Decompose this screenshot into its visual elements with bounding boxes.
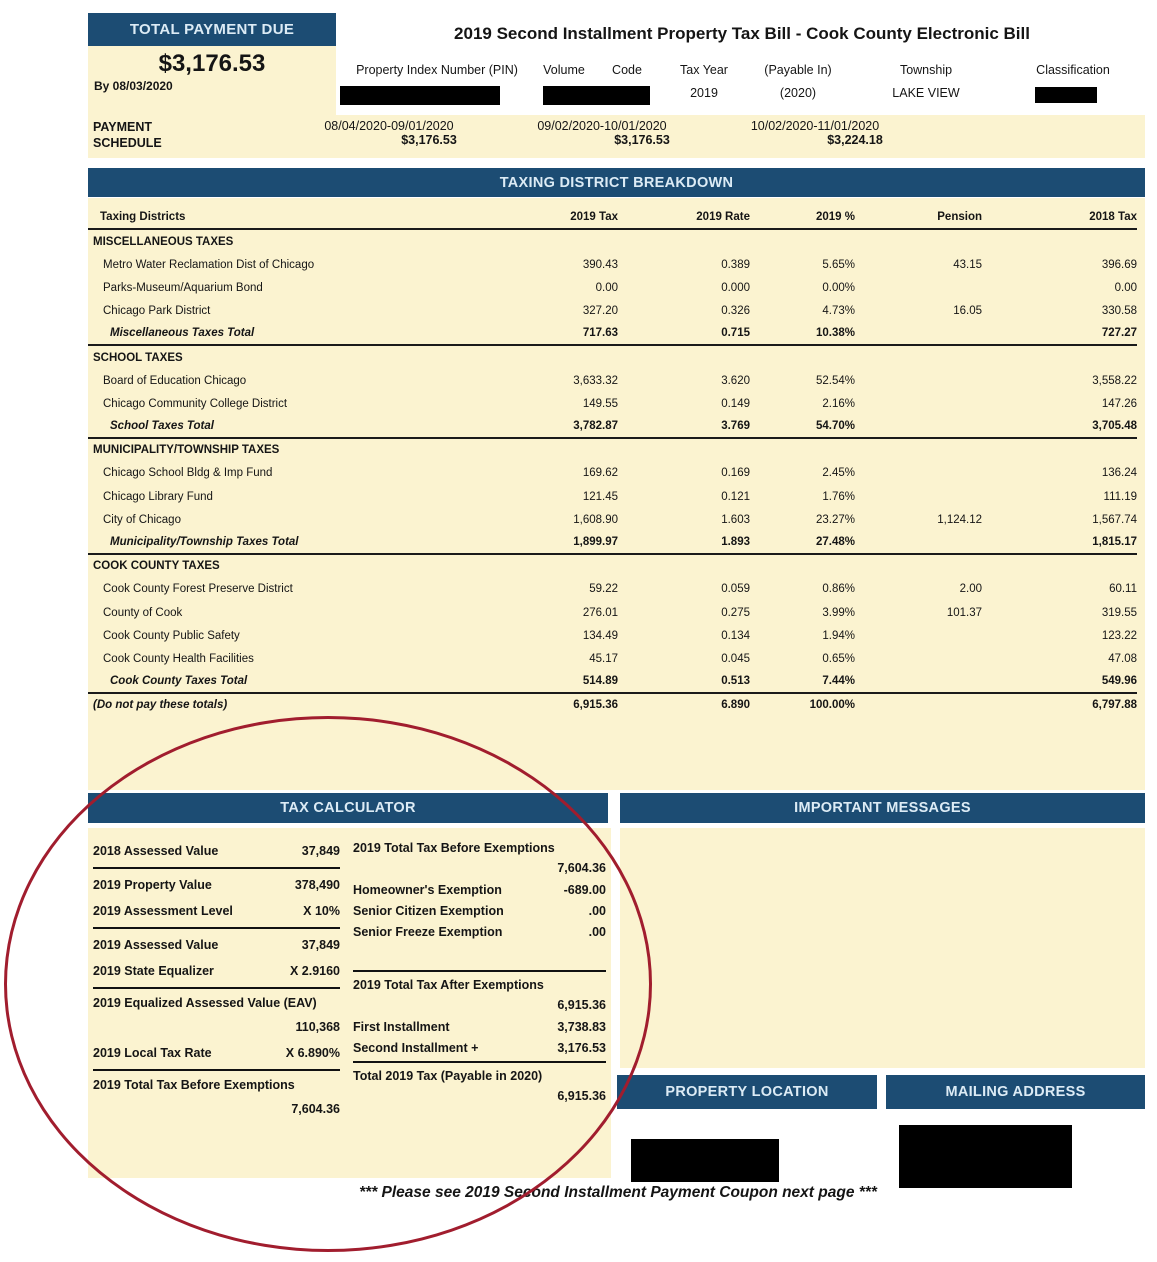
value-cell: 100.00%	[809, 699, 855, 712]
calc-value: X 10%	[303, 904, 340, 918]
value-cell: 52.54%	[815, 374, 855, 387]
district-name-cell: Metro Water Reclamation Dist of Chicago	[103, 258, 315, 271]
township-value: LAKE VIEW	[892, 86, 960, 100]
code-label: Code	[612, 63, 642, 77]
calc-row	[353, 1016, 606, 1037]
schedule-period	[725, 119, 905, 147]
value-cell: 2019 Tax	[570, 210, 618, 223]
redacted-volume-code-value	[543, 86, 650, 105]
breakdown-row	[88, 671, 1137, 694]
value-cell: 1,608.90	[573, 513, 618, 526]
value-cell: 276.01	[582, 606, 618, 619]
redacted-classification-value	[1035, 87, 1097, 103]
redacted-pin-value	[340, 86, 500, 105]
district-name-cell: MUNICIPALITY/TOWNSHIP TAXES	[93, 444, 280, 457]
breakdown-row	[88, 531, 1137, 554]
tax-calculator-body	[88, 828, 611, 1178]
tax-year-label: Tax Year	[680, 63, 728, 77]
value-cell: 0.513	[721, 675, 750, 688]
calc-value: 7,604.36	[557, 861, 606, 875]
value-cell: 0.00	[1114, 281, 1137, 294]
schedule-dates: 08/04/2020-09/01/2020	[324, 119, 454, 133]
calc-rule	[93, 867, 340, 869]
calc-value: X 6.890%	[285, 1046, 340, 1060]
calculator-right-column	[353, 838, 606, 1107]
calc-label: Senior Citizen Exemption	[353, 903, 504, 918]
breakdown-section-header: TAXING DISTRICT BREAKDOWN	[88, 168, 1145, 197]
value-cell: 319.55	[1101, 606, 1137, 619]
calc-label: 2019 Total Tax Before Exemptions	[93, 1078, 295, 1092]
district-name-cell: Cook County Forest Preserve District	[103, 583, 293, 596]
value-cell: 111.19	[1103, 490, 1137, 503]
value-cell: 47.08	[1108, 652, 1137, 665]
total-payment-due-date: By 08/03/2020	[94, 79, 173, 93]
calc-value: -689.00	[563, 882, 606, 897]
value-cell: 5.65%	[822, 258, 855, 271]
calc-label: 2019 Local Tax Rate	[93, 1046, 212, 1060]
value-cell: 149.55	[582, 397, 618, 410]
value-cell: 0.86%	[822, 583, 855, 596]
redacted-mailing-address	[899, 1125, 1072, 1188]
value-cell: 549.96	[1101, 675, 1137, 688]
district-name-cell: Chicago School Bldg & Imp Fund	[103, 467, 273, 480]
total-payment-due-amount: $3,176.53	[158, 50, 266, 77]
calc-value: 6,915.36	[557, 1089, 606, 1103]
breakdown-row	[88, 416, 1137, 439]
value-cell: Pension	[937, 210, 982, 223]
breakdown-row	[88, 485, 1137, 508]
value-cell: 0.059	[721, 583, 750, 596]
total-payment-due-header: TOTAL PAYMENT DUE	[88, 13, 336, 46]
calc-value: .00	[588, 924, 606, 939]
calculator-left-column	[93, 838, 340, 1122]
value-cell: 2019 Rate	[696, 210, 750, 223]
value-cell: 27.48%	[815, 536, 855, 549]
value-cell: 2.45%	[822, 467, 855, 480]
calc-row	[353, 921, 606, 942]
breakdown-row	[88, 300, 1137, 323]
calc-label: Second Installment +	[353, 1040, 479, 1055]
classification-label: Classification	[1036, 63, 1110, 77]
district-name-cell: Board of Education Chicago	[103, 374, 247, 387]
schedule-period	[512, 119, 692, 147]
calc-label: 2019 Total Tax Before Exemptions	[353, 840, 555, 855]
district-name-cell: SCHOOL TAXES	[93, 351, 183, 364]
value-cell: 327.20	[582, 305, 618, 318]
schedule-amount: $3,224.18	[827, 133, 883, 147]
breakdown-row	[88, 439, 1137, 462]
value-cell: 45.17	[589, 652, 618, 665]
calc-label: First Installment	[353, 1019, 450, 1034]
value-cell: 1,567.74	[1092, 513, 1137, 526]
district-name-cell: Parks-Museum/Aquarium Bond	[103, 281, 263, 294]
breakdown-row	[88, 555, 1137, 578]
calc-row	[93, 898, 340, 924]
value-cell: 4.73%	[822, 305, 855, 318]
breakdown-row	[88, 647, 1137, 670]
calc-rule	[353, 1061, 606, 1063]
calc-row	[93, 1040, 340, 1066]
breakdown-row	[88, 508, 1137, 531]
calc-row	[93, 872, 340, 898]
breakdown-row	[88, 694, 1137, 717]
district-name-cell: Chicago Community College District	[103, 397, 288, 410]
calc-value: 110,368	[295, 1020, 340, 1034]
calc-value: 37,849	[301, 844, 340, 858]
calc-label: Total 2019 Tax (Payable in 2020)	[353, 1068, 543, 1083]
district-name-cell: MISCELLANEOUS TAXES	[93, 235, 234, 248]
value-cell: 0.65%	[822, 652, 855, 665]
value-cell: 330.58	[1101, 305, 1137, 318]
district-name-cell: Cook County Health Facilities	[103, 652, 254, 665]
tax-calculator-header: TAX CALCULATOR	[88, 793, 608, 823]
value-cell: 43.15	[953, 258, 982, 271]
important-messages-header: IMPORTANT MESSAGES	[620, 793, 1145, 823]
breakdown-row	[88, 392, 1137, 415]
calc-label: 2018 Assessed Value	[93, 844, 219, 858]
value-cell: 1.893	[721, 536, 750, 549]
value-cell: 60.11	[1109, 583, 1137, 596]
calc-label: 2019 Equalized Assessed Value (EAV)	[93, 996, 317, 1010]
calc-value: .00	[588, 903, 606, 918]
value-cell: 121.45	[582, 490, 618, 503]
value-cell: 6,797.88	[1092, 699, 1137, 712]
value-cell: 3,705.48	[1092, 420, 1137, 433]
breakdown-row	[88, 369, 1137, 392]
value-cell: 2.16%	[822, 397, 855, 410]
value-cell: 2019 %	[815, 210, 855, 223]
schedule-amount: $3,176.53	[401, 133, 457, 147]
volume-label: Volume	[543, 63, 585, 77]
value-cell: 0.000	[721, 281, 750, 294]
value-cell: 7.44%	[822, 675, 855, 688]
calc-row	[93, 958, 340, 984]
calc-row	[93, 932, 340, 958]
value-cell: 0.00%	[822, 281, 855, 294]
calc-rule	[93, 927, 340, 929]
value-cell: 23.27%	[815, 513, 855, 526]
value-cell: 101.37	[946, 606, 982, 619]
schedule-dates: 09/02/2020-10/01/2020	[537, 119, 667, 133]
breakdown-row	[88, 205, 1137, 230]
mailing-address-header: MAILING ADDRESS	[886, 1075, 1145, 1109]
value-cell: 3,782.87	[573, 420, 618, 433]
value-cell: 3.620	[721, 374, 750, 387]
payment-schedule-label	[93, 119, 162, 151]
coupon-note: *** Please see 2019 Second Installment Payment Coupon next page ***	[359, 1184, 877, 1201]
district-name-cell: City of Chicago	[103, 513, 181, 526]
district-name-cell: (Do not pay these totals)	[93, 699, 228, 712]
payment-schedule-label-line2: SCHEDULE	[93, 136, 162, 150]
district-name-cell: Cook County Taxes Total	[110, 675, 248, 688]
value-cell: 0.00	[595, 281, 618, 294]
district-name-cell: COOK COUNTY TAXES	[93, 560, 220, 573]
district-name-cell: School Taxes Total	[110, 420, 214, 433]
breakdown-row	[88, 624, 1137, 647]
value-cell: 0.134	[721, 629, 750, 642]
calc-value: 3,176.53	[557, 1040, 606, 1055]
payable-in-label: (Payable In)	[764, 63, 832, 77]
calc-rule	[353, 970, 606, 972]
breakdown-row	[88, 323, 1137, 346]
calc-row	[353, 879, 606, 900]
total-payment-due-box	[88, 46, 336, 115]
breakdown-row	[88, 276, 1137, 299]
district-name-cell: Cook County Public Safety	[103, 629, 240, 642]
value-cell: 1.94%	[822, 629, 855, 642]
value-cell: 390.43	[582, 258, 618, 271]
calc-rule	[93, 1069, 340, 1071]
district-name-cell: Chicago Library Fund	[103, 490, 213, 503]
calc-value: X 2.9160	[289, 964, 340, 978]
calc-value: 378,490	[294, 878, 340, 892]
payable-in-value: (2020)	[779, 86, 817, 100]
breakdown-row	[88, 462, 1137, 485]
schedule-amount: $3,176.53	[614, 133, 670, 147]
calc-label: 2019 State Equalizer	[93, 964, 214, 978]
calc-value: 6,915.36	[557, 998, 606, 1012]
calc-value: 3,738.83	[557, 1019, 606, 1034]
district-name-cell: Chicago Park District	[103, 305, 211, 318]
calc-label: 2019 Total Tax After Exemptions	[353, 977, 544, 992]
breakdown-row	[88, 346, 1137, 369]
value-cell: 717.63	[582, 327, 618, 340]
value-cell: 2.00	[959, 583, 982, 596]
payment-schedule-band	[88, 115, 1145, 158]
calc-label: Senior Freeze Exemption	[353, 924, 503, 939]
value-cell: 136.24	[1101, 467, 1137, 480]
important-messages-body	[620, 828, 1145, 1068]
calc-rule	[93, 987, 340, 989]
redacted-property-location	[631, 1139, 779, 1182]
schedule-dates: 10/02/2020-11/01/2020	[750, 119, 880, 133]
calc-value: 37,849	[301, 938, 340, 952]
breakdown-row	[88, 578, 1137, 601]
value-cell: 6.890	[721, 699, 750, 712]
value-cell: 16.05	[953, 305, 982, 318]
value-cell: 6,915.36	[573, 699, 618, 712]
value-cell: 0.326	[721, 305, 750, 318]
value-cell: 514.89	[582, 675, 618, 688]
district-name-cell: Municipality/Township Taxes Total	[110, 536, 299, 549]
value-cell: 169.62	[582, 467, 618, 480]
value-cell: 1,815.17	[1092, 536, 1137, 549]
value-cell: 3,558.22	[1092, 374, 1137, 387]
value-cell: 727.27	[1101, 327, 1137, 340]
calc-label: 2019 Property Value	[93, 878, 212, 892]
calc-row	[93, 838, 340, 864]
pin-label: Property Index Number (PIN)	[356, 63, 518, 77]
calc-row	[353, 900, 606, 921]
calc-label: Homeowner's Exemption	[353, 882, 502, 897]
value-cell: 1.603	[721, 513, 750, 526]
breakdown-table	[88, 198, 1145, 790]
value-cell: 134.49	[582, 629, 618, 642]
breakdown-row	[88, 253, 1137, 276]
value-cell: 3.99%	[822, 606, 855, 619]
value-cell: 10.38%	[815, 327, 855, 340]
page-title: 2019 Second Installment Property Tax Bill - Cook County Electronic Bill	[454, 24, 1030, 43]
breakdown-row	[88, 601, 1137, 624]
value-cell: 1,124.12	[937, 513, 982, 526]
payment-schedule-label-line1: PAYMENT	[93, 120, 153, 134]
value-cell: 3.769	[721, 420, 750, 433]
district-name-cell: Miscellaneous Taxes Total	[110, 327, 255, 340]
value-cell: 123.22	[1101, 629, 1137, 642]
district-name-cell: County of Cook	[103, 606, 183, 619]
township-label: Township	[899, 63, 953, 77]
value-cell: 1,899.97	[573, 536, 618, 549]
value-cell: 0.275	[721, 606, 750, 619]
value-cell: 0.149	[721, 397, 750, 410]
value-cell: 0.045	[721, 652, 750, 665]
tax-year-value: 2019	[690, 86, 718, 100]
value-cell: 0.389	[721, 258, 750, 271]
value-cell: 54.70%	[815, 420, 855, 433]
breakdown-row	[88, 230, 1137, 253]
value-cell: 0.715	[721, 327, 750, 340]
value-cell: 147.26	[1101, 397, 1137, 410]
calc-label: 2019 Assessment Level	[93, 904, 233, 918]
value-cell: 0.121	[721, 490, 750, 503]
calc-value: 7,604.36	[291, 1102, 340, 1116]
value-cell: 396.69	[1101, 258, 1137, 271]
value-cell: 2018 Tax	[1089, 210, 1137, 223]
district-name-cell: Taxing Districts	[100, 210, 186, 223]
property-location-header: PROPERTY LOCATION	[617, 1075, 877, 1109]
value-cell: 59.22	[589, 583, 618, 596]
schedule-period	[299, 119, 479, 147]
calc-label: 2019 Assessed Value	[93, 938, 219, 952]
calc-row	[353, 1037, 606, 1058]
value-cell: 3,633.32	[573, 374, 618, 387]
value-cell: 0.169	[721, 467, 750, 480]
value-cell: 1.76%	[822, 490, 855, 503]
